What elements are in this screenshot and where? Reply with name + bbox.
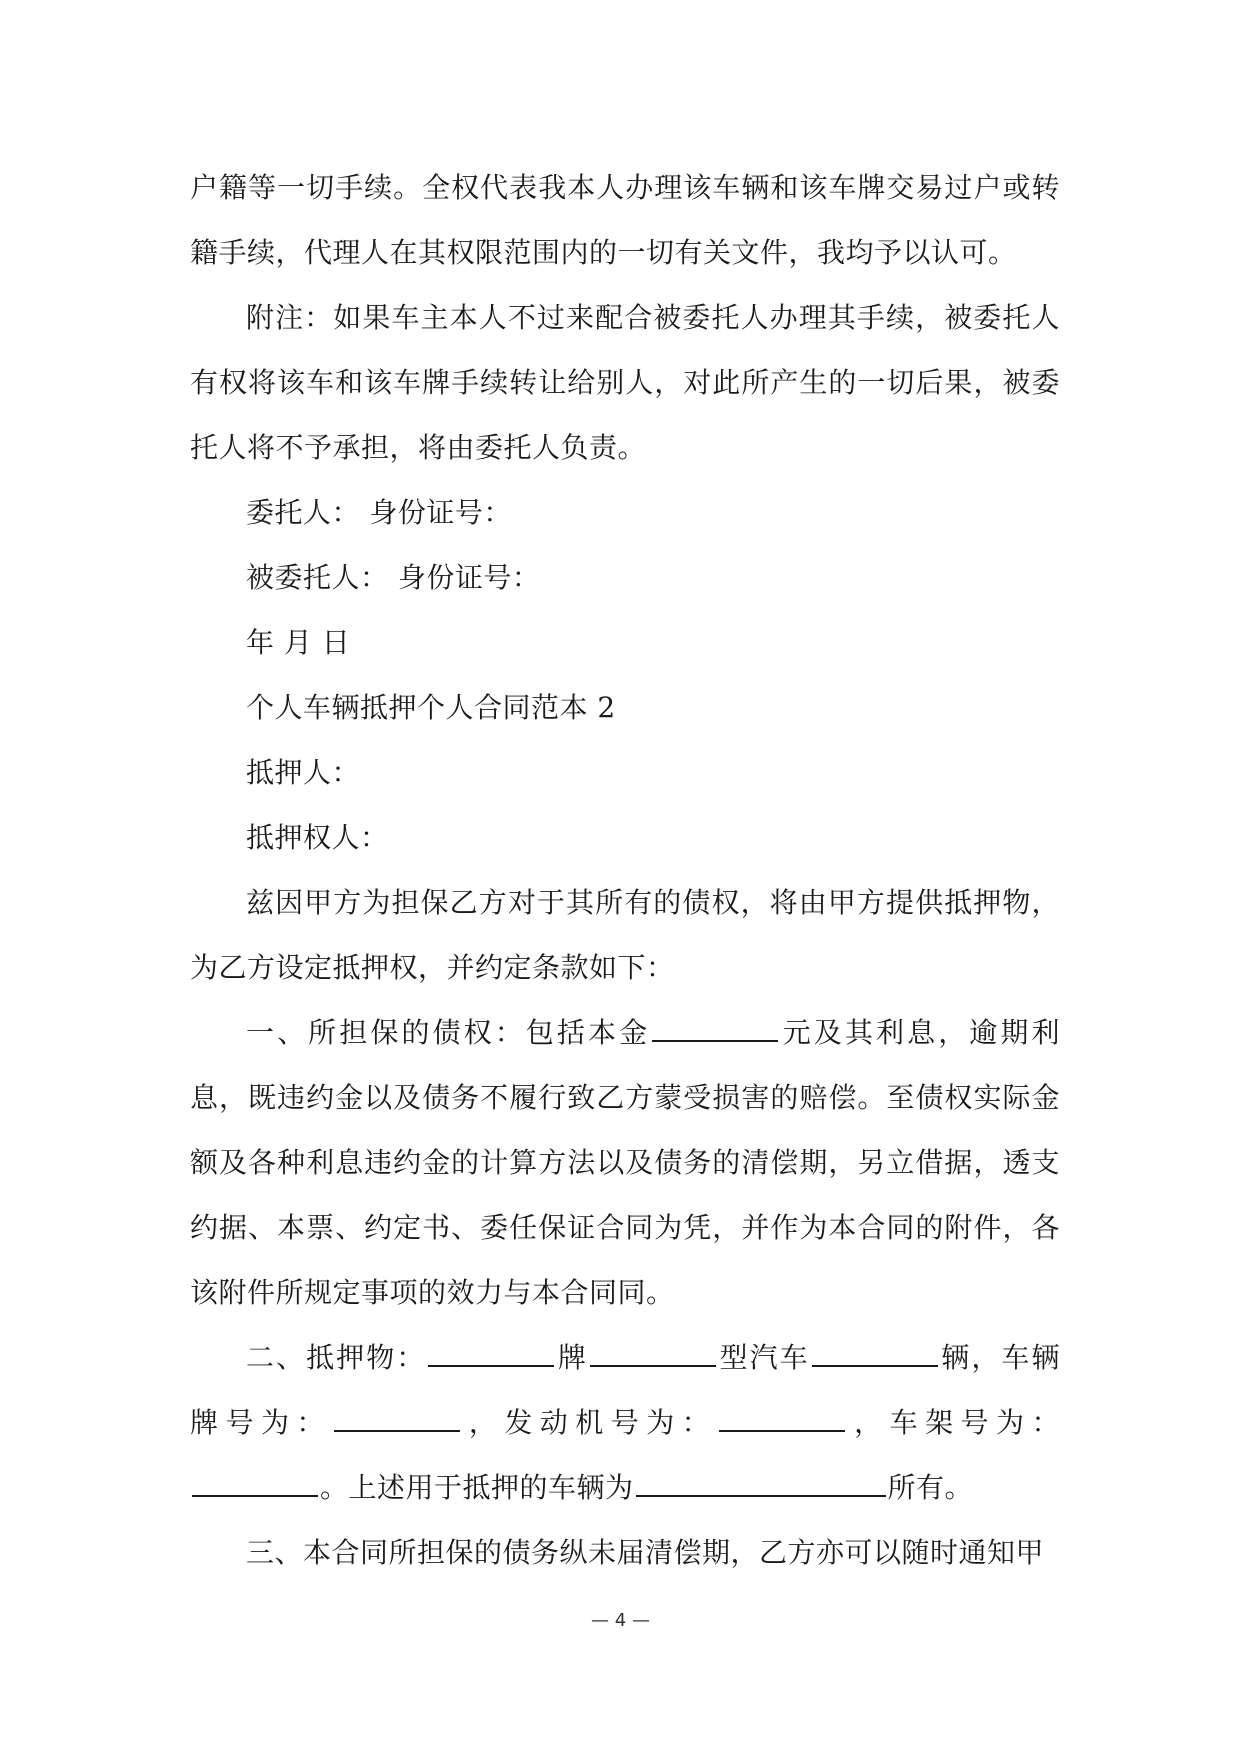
paragraph-note: 附注：如果车主本人不过来配合被委托人办理其手续，被委托人有权将该车和该车牌手续转让给别人，对此所产生的一切后果，被委托人将不予承担，将由委托人负责。 [190, 301, 1060, 464]
mortgagor-line: 抵押人： [246, 756, 361, 789]
mortgagee-line: 抵押权人： [246, 821, 389, 854]
document-body [190, 155, 1060, 1585]
brand-blank [428, 1335, 554, 1367]
page-number: — 4 — [591, 1610, 650, 1631]
principal-amount-blank [652, 1010, 778, 1042]
clause-2-collateral [190, 1325, 1060, 1520]
clause-1-text-b: 元及其利息，逾期利息，既违约金以及债务不履行致乙方蒙受损害的赔偿。至债权实际金额及各种利息违约金的计算方法以及债务的清偿期，另立借据，透支约据、本票、约定书、委任保证合同为凭，并作为本合同的附件，各该附件所规定事项的效力与本合同同。 [190, 1016, 1060, 1309]
clause-2-text-g: 。上述用于抵押的车辆为 [320, 1471, 634, 1504]
frame-number-blank [192, 1465, 318, 1497]
clause-1-secured-claim [190, 1000, 1060, 1325]
model-blank [590, 1335, 716, 1367]
clause-1-text-a: 一、所担保的债权：包括本金 [246, 1016, 651, 1049]
engine-number-blank [719, 1400, 845, 1432]
clause-2-text-c: 型汽车 [717, 1341, 810, 1374]
paragraph-authorization: 户籍等一切手续。全权代表我本人办理该车辆和该车牌交易过户或转籍手续，代理人在其权限范围内的一切有关文件，我均予以认可。 [190, 171, 1060, 269]
owner-blank [636, 1465, 886, 1497]
clause-2-text-d: 辆，车辆牌号为： [190, 1341, 1060, 1439]
quantity-blank [812, 1335, 938, 1367]
paragraph-preamble: 兹因甲方为担保乙方对于其所有的债权，将由甲方提供抵押物，为乙方设定抵押权，并约定条款如下： [190, 886, 1060, 984]
clause-2-text-a: 二、抵押物： [246, 1341, 427, 1374]
date-line: 年 月 日 [246, 626, 351, 659]
principal-signature-line: 委托人： 身份证号： [246, 496, 512, 529]
clause-2-text-b: 牌 [556, 1341, 588, 1374]
plate-number-blank [334, 1400, 460, 1432]
section-heading: 个人车辆抵押个人合同范本 2 [246, 691, 616, 724]
clause-3: 三、本合同所担保的债务纵未届清偿期，乙方亦可以随时通知甲 [246, 1536, 1045, 1569]
clause-2-text-h: 所有。 [887, 1471, 974, 1504]
clause-2-text-e: ，发动机号为： [461, 1406, 718, 1439]
agent-signature-line: 被委托人： 身份证号： [246, 561, 541, 594]
clause-2-text-f: ，车架号为： [847, 1406, 1060, 1439]
